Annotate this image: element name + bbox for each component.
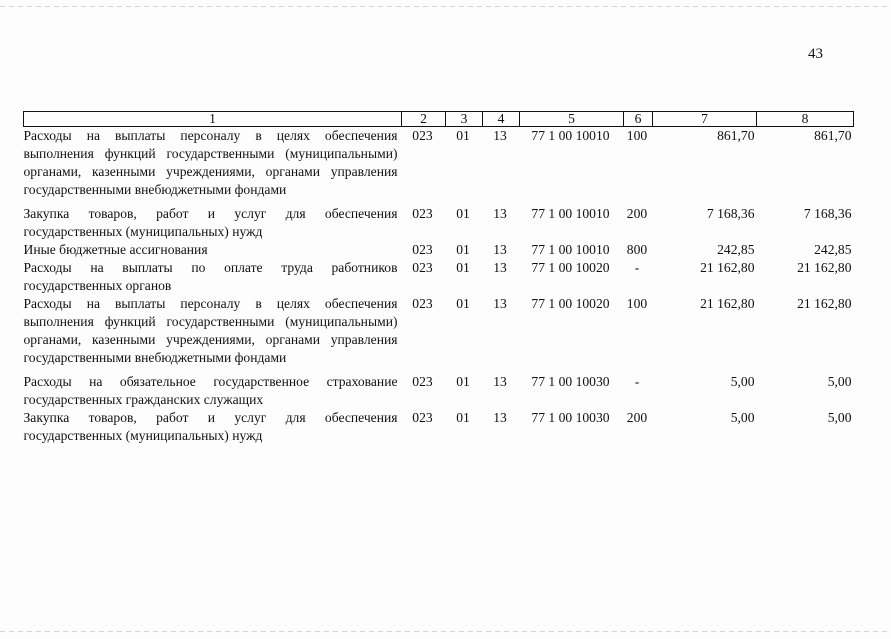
header-col-4: 4 [483, 112, 520, 127]
row-subsection-code: 13 [493, 296, 507, 311]
header-col-3: 3 [446, 112, 483, 127]
scan-edge-bottom [0, 631, 891, 632]
table-row [24, 241, 854, 259]
row-ministry-code: 023 [412, 374, 433, 389]
row-section-code: 01 [456, 410, 470, 425]
row-target-code: 77 1 00 10010 [531, 242, 610, 257]
header-col-7: 7 [653, 112, 757, 127]
row-subsection-code: 13 [493, 128, 507, 143]
page-number: 43 [808, 46, 823, 62]
row-name: Расходы на обязательное государственное страхование государственных гражданских служащих [23, 374, 398, 407]
table-row [24, 127, 854, 206]
row-name: Закупка товаров, работ и услуг для обеспечения государственных (муниципальных) нужд [23, 410, 398, 443]
table-row [24, 259, 854, 295]
row-ministry-code: 023 [412, 206, 433, 221]
row-section-code: 01 [456, 206, 470, 221]
table-row [24, 295, 854, 373]
row-name: Расходы на выплаты персоналу в целях обеспечения выполнения функций государственными (муниципальными) органами, казенными учреждениями, органами управления государственными внебюджетными фондами [23, 128, 398, 197]
row-target-code: 77 1 00 10010 [531, 206, 610, 221]
header-col-6: 6 [624, 112, 653, 127]
header-col-2: 2 [402, 112, 446, 127]
row-subsection-code: 13 [493, 374, 507, 389]
row-ministry-code: 023 [412, 242, 433, 257]
table-row [24, 205, 854, 241]
header-col-1: 1 [24, 112, 402, 127]
row-amount-col8: 861,70 [814, 128, 852, 143]
row-ministry-code: 023 [412, 296, 433, 311]
scan-edge-top [0, 6, 891, 7]
row-name: Расходы на выплаты по оплате труда работников государственных органов [23, 260, 398, 293]
row-target-code: 77 1 00 10030 [531, 410, 610, 425]
row-section-code: 01 [456, 128, 470, 143]
row-amount-col8: 242,85 [814, 242, 852, 257]
row-expense-type: 100 [626, 128, 648, 143]
header-col-8: 8 [757, 112, 854, 127]
row-amount-col8: 21 162,80 [797, 260, 852, 275]
row-amount-col8: 7 168,36 [803, 206, 852, 221]
row-target-code: 77 1 00 10030 [531, 374, 610, 389]
row-name: Иные бюджетные ассигнования [23, 242, 208, 257]
table-row [24, 373, 854, 409]
table-row [24, 409, 854, 445]
row-expense-type: - [634, 260, 640, 275]
row-amount-col8: 5,00 [827, 374, 852, 389]
row-section-code: 01 [456, 260, 470, 275]
row-ministry-code: 023 [412, 410, 433, 425]
row-name: Закупка товаров, работ и услуг для обеспечения государственных (муниципальных) нужд [23, 206, 398, 239]
row-amount-col7: 21 162,80 [700, 296, 755, 311]
row-expense-type: 200 [626, 410, 648, 425]
row-amount-col7: 861,70 [717, 128, 755, 143]
row-section-code: 01 [456, 374, 470, 389]
row-ministry-code: 023 [412, 128, 433, 143]
row-amount-col8: 5,00 [827, 410, 852, 425]
row-expense-type: 200 [626, 206, 648, 221]
row-amount-col7: 7 168,36 [706, 206, 755, 221]
row-amount-col8: 21 162,80 [797, 296, 852, 311]
row-subsection-code: 13 [493, 260, 507, 275]
row-section-code: 01 [456, 296, 470, 311]
row-subsection-code: 13 [493, 206, 507, 221]
header-col-5: 5 [520, 112, 624, 127]
row-target-code: 77 1 00 10020 [531, 260, 610, 275]
row-section-code: 01 [456, 242, 470, 257]
row-expense-type: 800 [626, 242, 648, 257]
header-row [24, 112, 854, 127]
row-amount-col7: 5,00 [730, 374, 755, 389]
row-subsection-code: 13 [493, 410, 507, 425]
row-amount-col7: 242,85 [717, 242, 755, 257]
row-expense-type: - [634, 374, 640, 389]
row-expense-type: 100 [626, 296, 648, 311]
budget-table [23, 111, 854, 445]
row-name: Расходы на выплаты персоналу в целях обеспечения выполнения функций государственными (муниципальными) органами, казенными учреждениями, органами управления государственными внебюджетными фондами [23, 296, 398, 365]
row-target-code: 77 1 00 10020 [531, 296, 610, 311]
row-amount-col7: 21 162,80 [700, 260, 755, 275]
row-subsection-code: 13 [493, 242, 507, 257]
row-amount-col7: 5,00 [730, 410, 755, 425]
row-target-code: 77 1 00 10010 [531, 128, 610, 143]
row-ministry-code: 023 [412, 260, 433, 275]
